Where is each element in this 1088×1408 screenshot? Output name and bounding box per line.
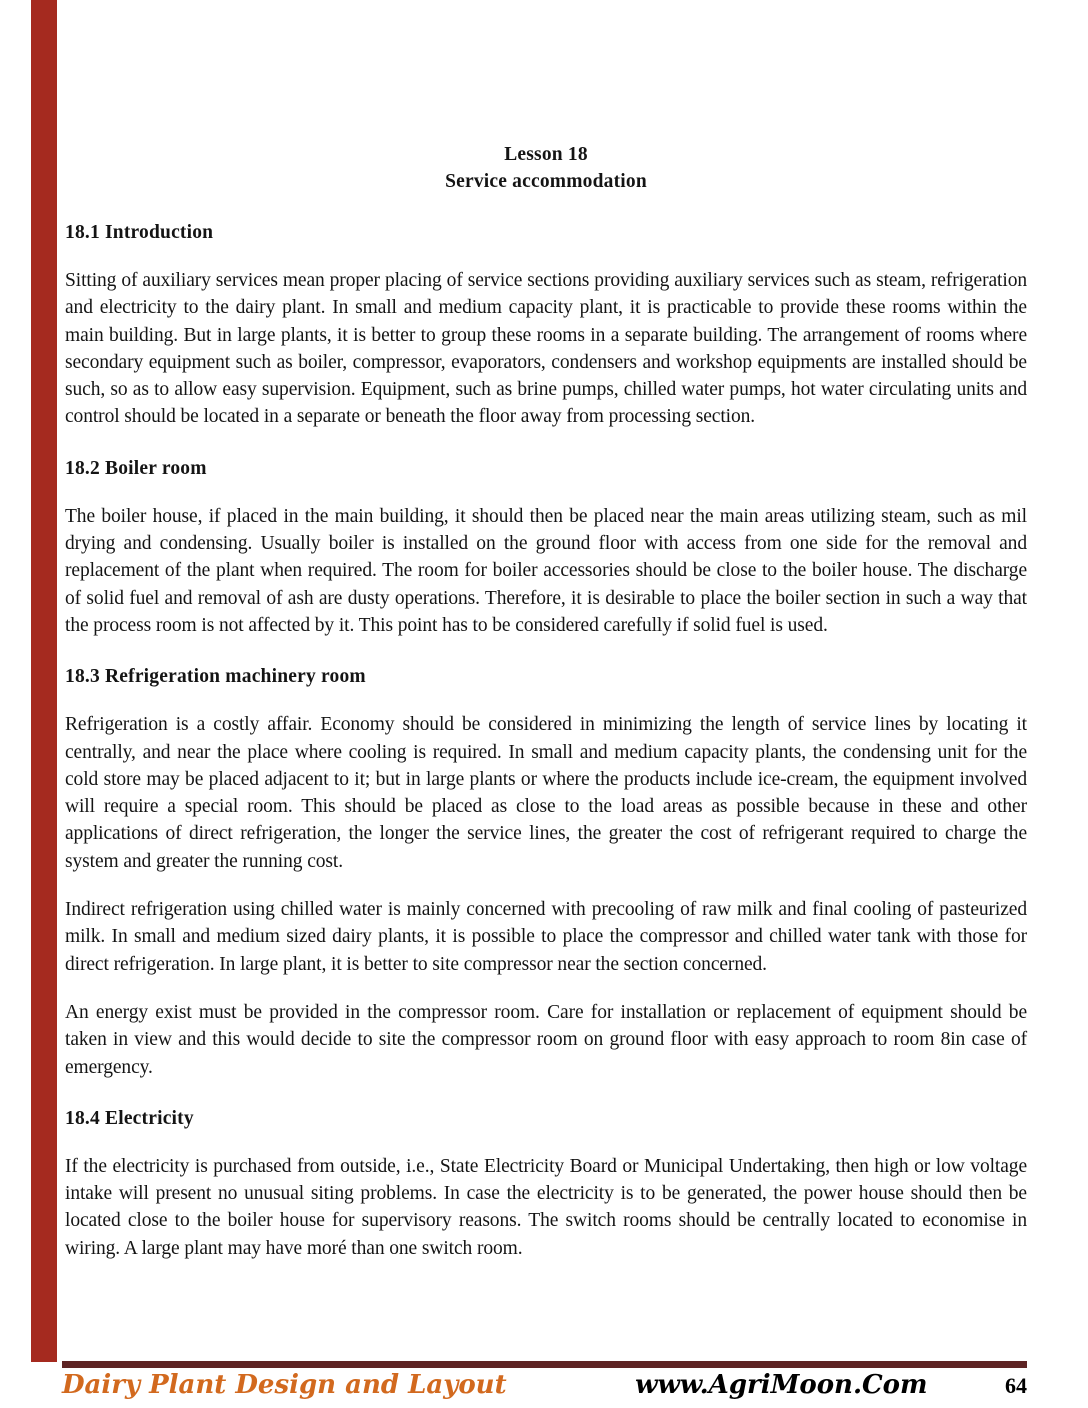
paragraph: The boiler house, if placed in the main building, it should then be placed near the main areas utilizing steam, such as mil drying and condensing. Usually boiler is installed on the ground floor with access from one side for the removal and replacement of the plant when required. The room for boiler accessories should be close to the boiler house. The discharge of solid fuel and removal of ash are dusty operations. Therefore, it is desirable to place the boiler section in such a way that the process room is not affected by it. This point has to be considered carefully if solid fuel is used. [65, 505, 1027, 636]
footer [62, 1370, 1027, 1400]
footer-book-title: Dairy Plant Design and Layout [62, 1370, 507, 1400]
paragraph: If the electricity is purchased from outside, i.e., State Electricity Board or Municipal Undertaking, then high or low voltage intake will present no unusual siting problems. In case the electricity is to be generated, the power house should then be located close to the boiler house for supervisory reasons. The switch rooms should be centrally located to economise in wiring. A large plant may have moré than one switch room. [65, 1155, 1027, 1259]
paragraph: Sitting of auxiliary services mean proper placing of service sections providing auxiliary services such as steam, refrigeration and electricity to the dairy plant. In small and medium capacity plant, it is practicable to provide these rooms within the main building. But in large plants, it is better to group these rooms in a separate building. The arrangement of rooms where secondary equipment such as boiler, compressor, evaporators, condensers and workshop equipments are installed should be such, so as to allow easy supervision. Equipment, such as brine pumps, chilled water pumps, hot water circulating units and control should be located in a separate or beneath the floor away from processing section. [65, 270, 1027, 428]
section-refrigeration-machinery-room [65, 663, 1027, 1081]
title-block [65, 141, 1027, 195]
section-heading: 18.2 Boiler room [65, 457, 207, 479]
section-boiler-room [65, 455, 1027, 639]
paragraph: Indirect refrigeration using chilled water is mainly concerned with precooling of raw milk and final cooling of pasteurized milk. In small and medium sized dairy plants, it is possible to place the compressor and chilled water tank with those for direct refrigeration. In large plant, it is better to site compressor near the section concerned. [65, 899, 1027, 975]
paragraph: Refrigeration is a costly affair. Economy should be considered in minimizing the length of service lines by locating it centrally, and near the place where cooling is required. In small and medium capacity plants, the condensing unit for the cold store may be placed adjacent to it; but in large plants or where the products include ice-cream, the equipment involved will require a special room. This should be placed as close to the load areas as possible because in these and other applications of direct refrigeration, the longer the service lines, the greater the cost of refrigerant required to charge the system and greater the running cost. [65, 714, 1027, 872]
left-accent-bar [31, 0, 57, 1362]
lesson-title: Lesson 18 [504, 144, 588, 165]
section-heading: 18.3 Refrigeration machinery room [65, 666, 366, 688]
section-introduction [65, 219, 1027, 431]
paragraph: An energy exist must be provided in the compressor room. Care for installation or replacement of equipment should be taken in view and this would decide to site the compressor room on ground floor with easy approach to room 8in case of emergency. [65, 1001, 1027, 1078]
section-heading: 18.1 Introduction [65, 222, 214, 243]
section-electricity [65, 1105, 1027, 1262]
page-content [65, 0, 1027, 1283]
lesson-subtitle: Service accommodation [445, 171, 647, 192]
footer-website: www.AgriMoon.Com [635, 1370, 928, 1400]
footer-rule [62, 1361, 1027, 1368]
footer-page-number: 64 [1005, 1373, 1027, 1398]
section-heading: 18.4 Electricity [65, 1107, 194, 1129]
